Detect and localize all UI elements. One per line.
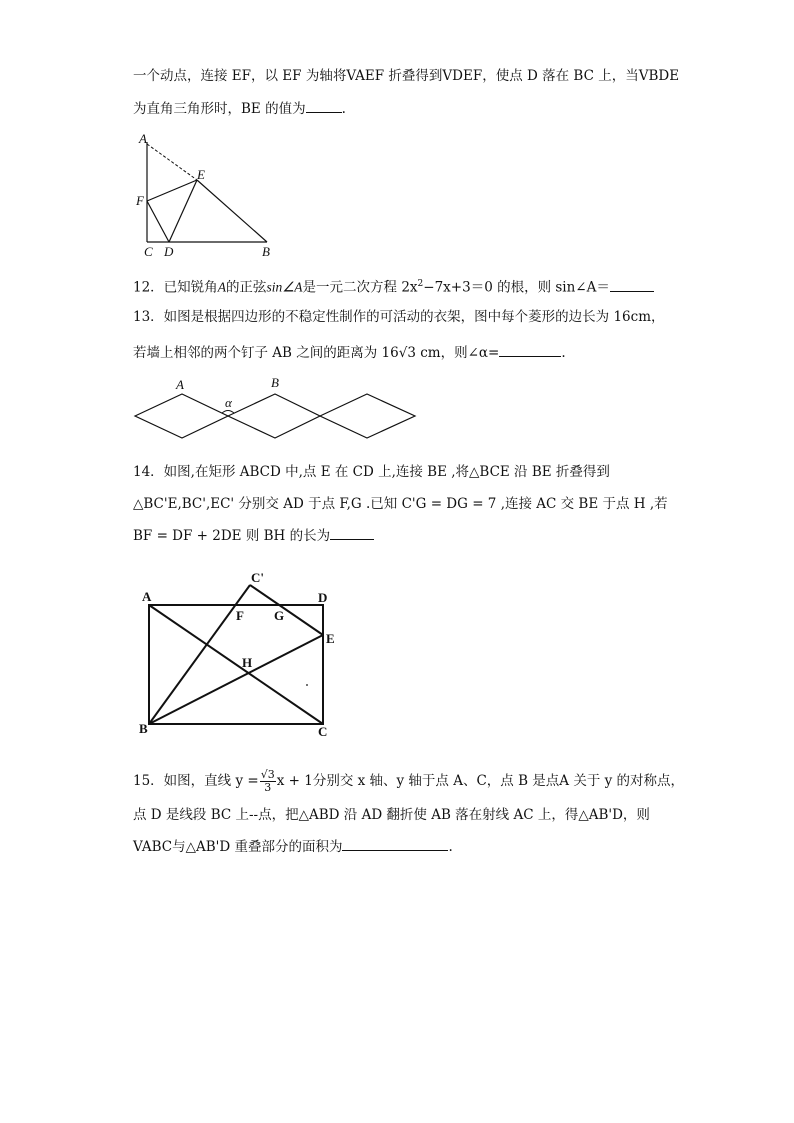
label-F: F bbox=[136, 193, 144, 208]
q12-text: 12．已知锐角A的正弦sin∠A是一元二次方程 $2x^2-7x+3=0$ 的根，则 sin∠A＝ bbox=[133, 274, 654, 298]
q15-line3: VABC与△AB'D 重叠部分的面积为 . bbox=[133, 836, 453, 857]
q14-line3: BF = DF + 2DE 则 BH 的长为 bbox=[133, 525, 374, 546]
label-E: E bbox=[197, 167, 205, 182]
label-F: F bbox=[236, 608, 244, 623]
q14-rectangle-figure bbox=[130, 567, 360, 742]
q15-line2: 点 D 是线段 BC 上--点，把△ABD 沿 AD 翻折使 AB 落在射线 AC 上，得△AB'D，则 bbox=[133, 807, 650, 823]
label-A: A bbox=[139, 131, 147, 146]
label-A: A bbox=[176, 377, 184, 392]
q14-line2: △BC'E,BC',EC' 分别交 AD 于点 F,G .已知 C'G = DG = 7 ,连接 AC 交 BE 于点 H ,若 bbox=[133, 496, 668, 512]
label-alpha: α bbox=[225, 395, 232, 410]
q15-line1: 15．如图，直线 y = $\frac{√3}{3}$ x + 1分别交 x 轴、y 轴于点 A、C，点 B 是点A 关于 y 的对称点， bbox=[133, 768, 685, 794]
answer-blank bbox=[330, 525, 374, 540]
label-B: B bbox=[262, 244, 270, 259]
label-D: D bbox=[164, 244, 174, 259]
label-B: B bbox=[139, 721, 148, 736]
q11-line1: 一个动点，连接 EF，以 EF 为轴将VAEF 折叠得到VDEF，使点 D 落在 BC 上，当VBDE bbox=[133, 68, 680, 84]
answer-blank bbox=[306, 98, 342, 113]
q13-line1: 13．如图是根据四边形的不稳定性制作的可活动的衣架，图中每个菱形的边长为 16cm， bbox=[133, 309, 665, 325]
label-H: H bbox=[242, 655, 253, 670]
answer-blank bbox=[342, 836, 448, 851]
answer-blank bbox=[610, 277, 654, 292]
answer-blank bbox=[499, 342, 561, 357]
label-G: G bbox=[274, 608, 285, 623]
label-A: A bbox=[142, 589, 152, 604]
label-E: E bbox=[326, 631, 335, 646]
label-D: D bbox=[318, 590, 328, 605]
q14-line1: 14．如图,在矩形 ABCD 中,点 E 在 CD 上,连接 BE ,将△BCE 沿 BE 折叠得到 bbox=[133, 464, 610, 480]
q13-hanger-figure bbox=[130, 375, 430, 445]
q13-line2: 若墙上相邻的两个钉子 AB 之间的距离为 16√3 cm，则∠α= . bbox=[133, 342, 566, 363]
label-C: C bbox=[144, 244, 153, 259]
q11-line2: 为直角三角形时，BE 的值为 . bbox=[133, 98, 346, 119]
fraction: $\frac{√3}{3}$ bbox=[260, 768, 275, 794]
label-Cp: C' bbox=[251, 570, 264, 585]
q11-triangle-figure bbox=[130, 132, 290, 262]
label-B: B bbox=[271, 375, 279, 390]
label-C: C bbox=[318, 724, 328, 739]
